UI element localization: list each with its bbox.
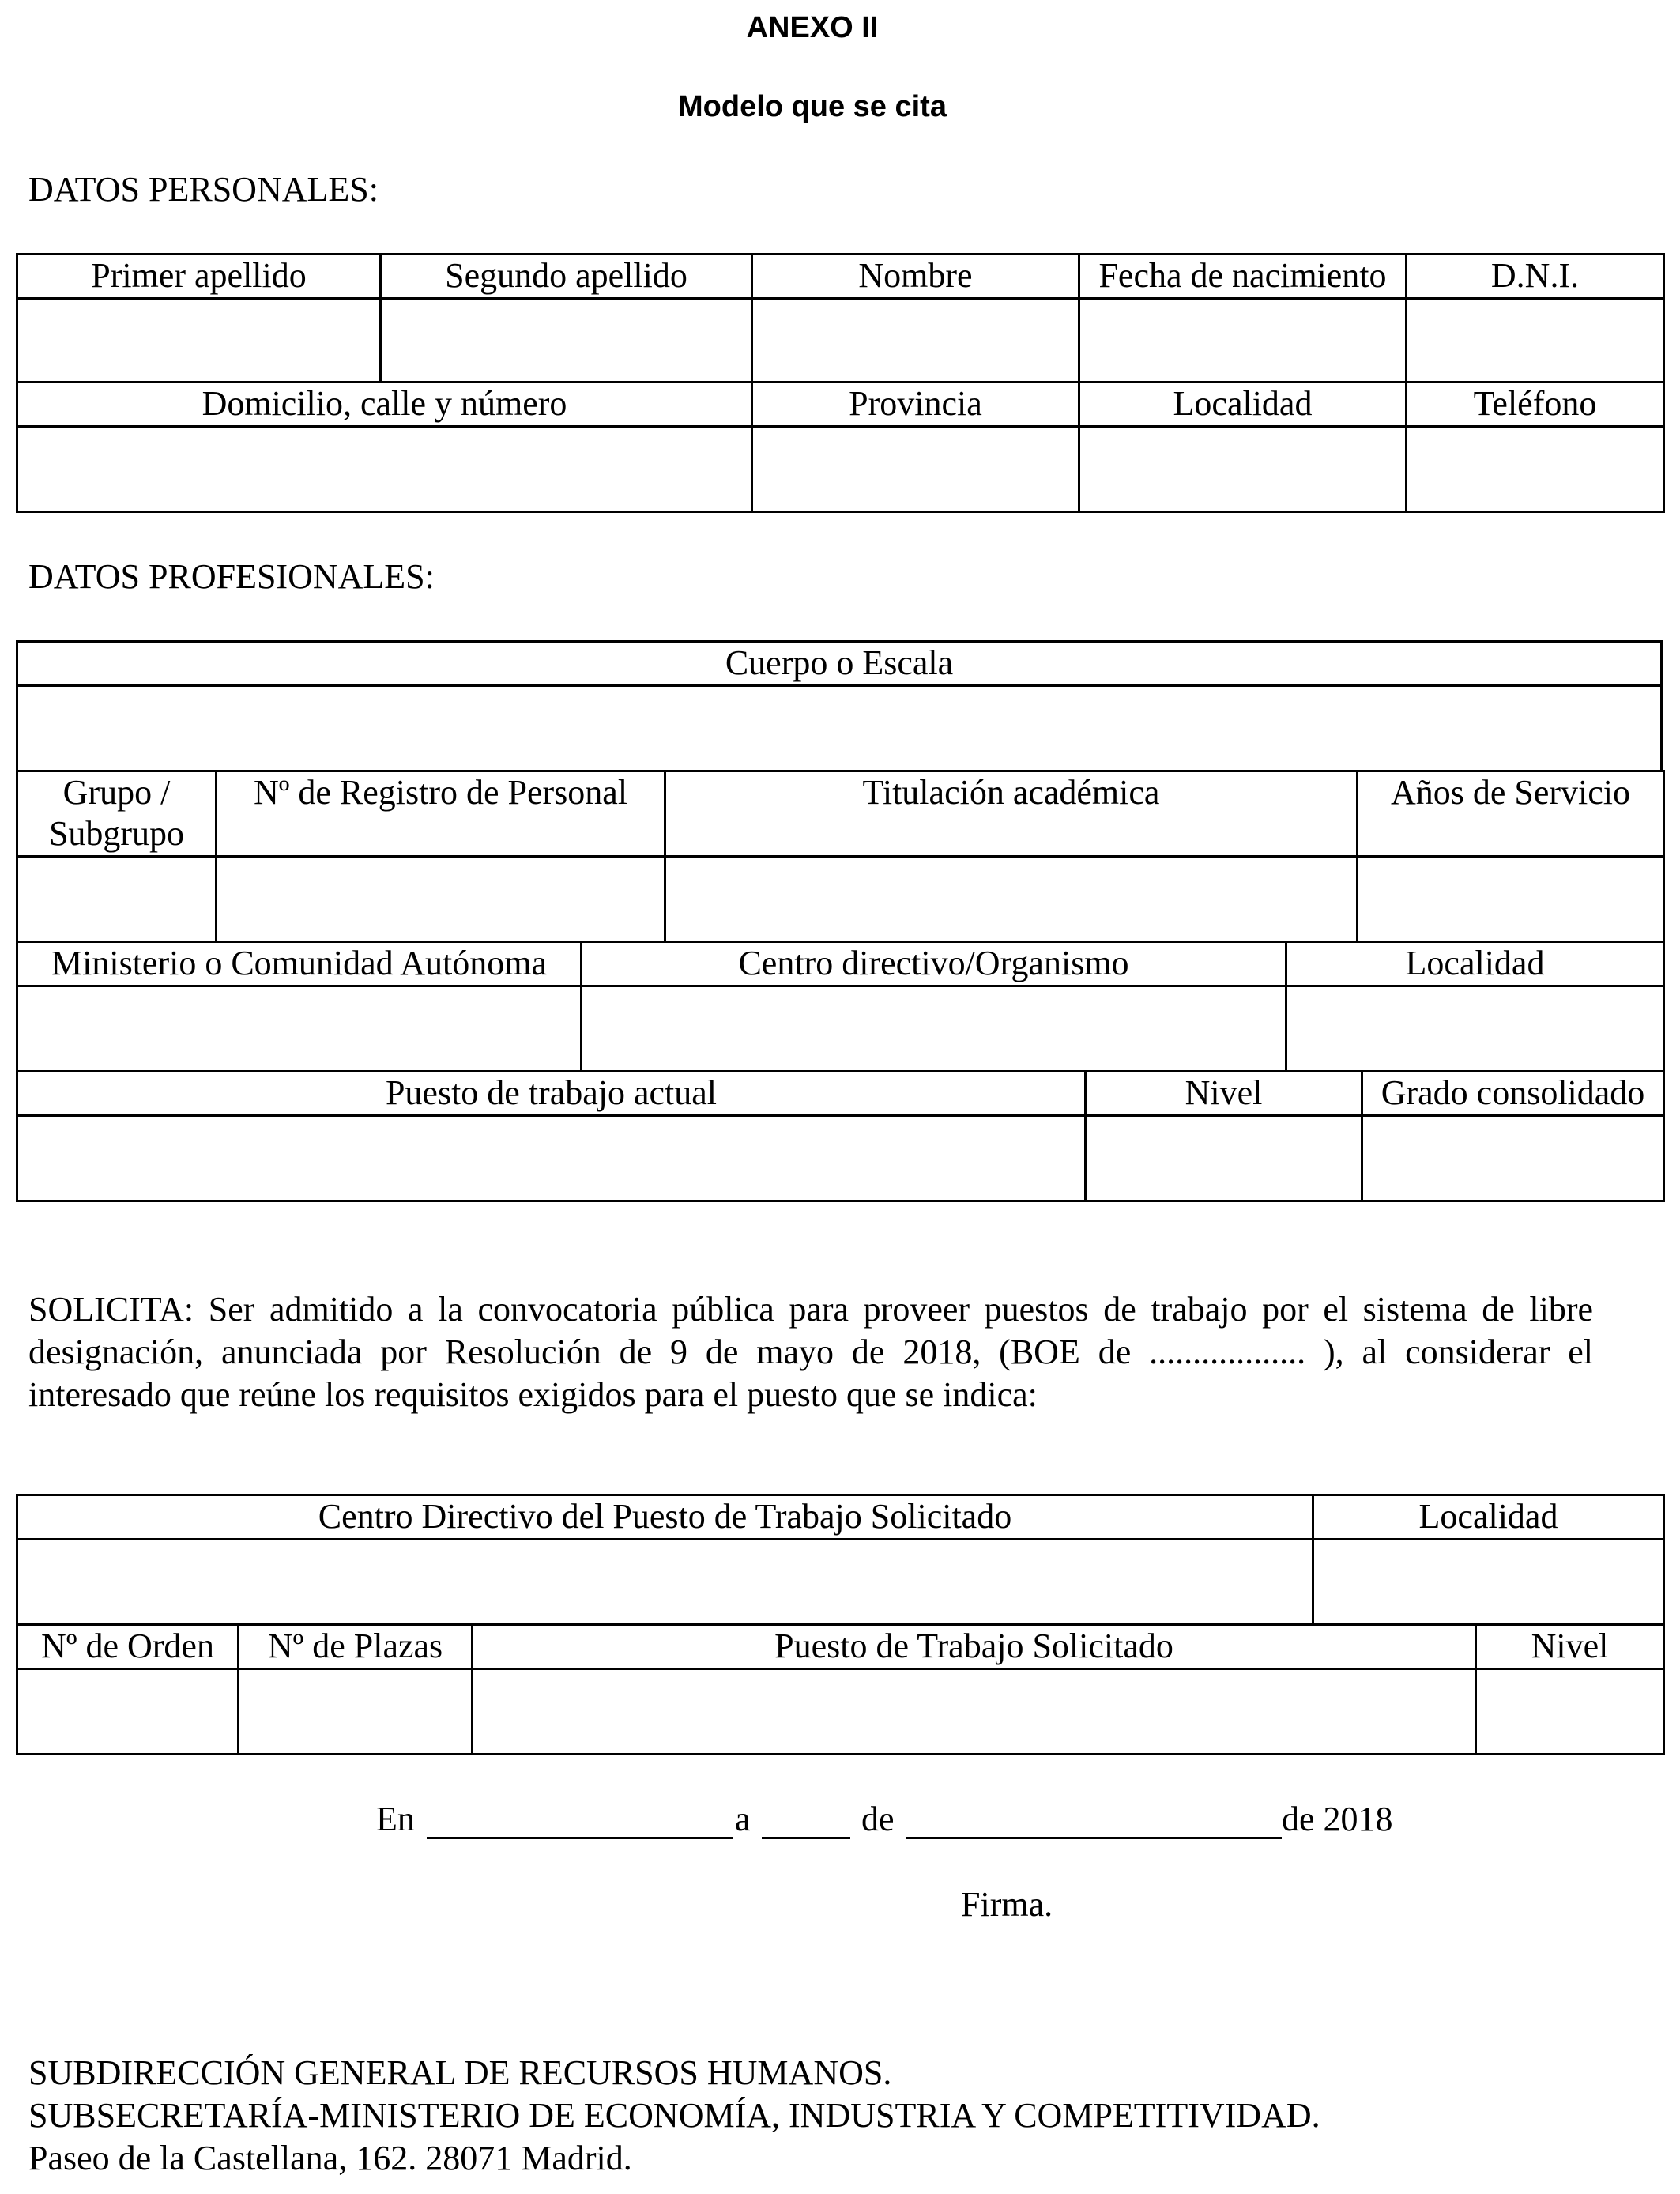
header-nivel: Nivel: [1086, 1072, 1362, 1116]
field-numero-orden[interactable]: [17, 1669, 239, 1755]
professional-ministerio-table: [16, 941, 1665, 1072]
header-primer-apellido: Primer apellido: [17, 254, 381, 299]
requested-centro-table: [16, 1494, 1665, 1626]
header-anos-servicio: Años de Servicio: [1358, 771, 1664, 857]
field-localidad-solicitada[interactable]: [1313, 1540, 1664, 1625]
field-dni[interactable]: [1407, 299, 1664, 383]
header-ministerio: Ministerio o Comunidad Autónoma: [17, 942, 582, 986]
field-provincia[interactable]: [752, 427, 1079, 512]
field-nivel[interactable]: [1086, 1116, 1362, 1201]
field-puesto-actual[interactable]: [17, 1116, 1086, 1201]
header-localidad: Localidad: [1079, 383, 1407, 427]
header-nivel-solicitado: Nivel: [1476, 1625, 1664, 1669]
field-primer-apellido[interactable]: [17, 299, 381, 383]
field-grupo-subgrupo[interactable]: [17, 857, 217, 942]
professional-puesto-table: [16, 1070, 1665, 1202]
header-nombre: Nombre: [752, 254, 1079, 299]
signature-month-line[interactable]: [906, 1837, 1282, 1839]
header-segundo-apellido: Segundo apellido: [381, 254, 752, 299]
field-fecha-nacimiento[interactable]: [1079, 299, 1407, 383]
personal-data-table: [16, 253, 1665, 513]
field-titulacion[interactable]: [665, 857, 1358, 942]
header-localidad-solicitada: Localidad: [1313, 1495, 1664, 1540]
header-numero-plazas: Nº de Plazas: [239, 1625, 473, 1669]
header-cuerpo-escala: Cuerpo o Escala: [17, 642, 1662, 686]
field-anos-servicio[interactable]: [1358, 857, 1664, 942]
firma-label: Firma.: [961, 1885, 1053, 1924]
annex-subtitle: Modelo que se cita: [678, 90, 947, 123]
field-localidad-profesional[interactable]: [1286, 986, 1664, 1072]
signature-day-line[interactable]: [762, 1837, 850, 1839]
field-localidad[interactable]: [1079, 427, 1407, 512]
field-puesto-solicitado[interactable]: [473, 1669, 1476, 1755]
header-numero-orden: Nº de Orden: [17, 1625, 239, 1669]
professional-grupo-table: [16, 770, 1665, 943]
header-puesto-actual: Puesto de trabajo actual: [17, 1072, 1086, 1116]
field-centro-solicitado[interactable]: [17, 1540, 1313, 1625]
footer-line-subdireccion: SUBDIRECCIÓN GENERAL DE RECURSOS HUMANOS.: [28, 2053, 892, 2092]
header-puesto-solicitado: Puesto de Trabajo Solicitado: [473, 1625, 1476, 1669]
signature-de-label: de: [861, 1800, 895, 1838]
field-domicilio[interactable]: [17, 427, 752, 512]
signature-place-line[interactable]: [427, 1837, 733, 1839]
header-grupo-subgrupo: Grupo / Subgrupo: [17, 771, 217, 857]
signature-en-label: En: [376, 1800, 415, 1838]
field-centro-directivo[interactable]: [582, 986, 1286, 1072]
annex-title: ANEXO II: [746, 11, 879, 44]
header-fecha-nacimiento: Fecha de nacimiento: [1079, 254, 1407, 299]
header-centro-directivo: Centro directivo/Organismo: [582, 942, 1286, 986]
solicita-paragraph: SOLICITA: Ser admitido a la convocatoria pública para proveer puestos de trabajo por el sistema de libre designación, anunciada por Resolución de 9 de mayo de 2018, (BOE de .................. ), al considerar el interesado que reúne los requisitos exigidos para el puesto que se indica:: [28, 1290, 1593, 1414]
header-localidad-profesional: Localidad: [1286, 942, 1664, 986]
field-cuerpo-escala[interactable]: [17, 686, 1662, 771]
header-dni: D.N.I.: [1407, 254, 1664, 299]
footer-address: [28, 2052, 1320, 2180]
footer-line-subsecretaria: SUBSECRETARÍA-MINISTERIO DE ECONOMÍA, INDUSTRIA Y COMPETITIVIDAD.: [28, 2096, 1320, 2135]
signature-year-label: de 2018: [1282, 1800, 1393, 1838]
footer-line-direccion: Paseo de la Castellana, 162. 28071 Madrid.: [28, 2139, 632, 2177]
header-grado-consolidado: Grado consolidado: [1362, 1072, 1664, 1116]
field-numero-plazas[interactable]: [239, 1669, 473, 1755]
header-domicilio: Domicilio, calle y número: [17, 383, 752, 427]
professional-cuerpo-table: [16, 640, 1663, 772]
header-telefono: Teléfono: [1407, 383, 1664, 427]
field-segundo-apellido[interactable]: [381, 299, 752, 383]
field-telefono[interactable]: [1407, 427, 1664, 512]
field-ministerio[interactable]: [17, 986, 582, 1072]
header-centro-solicitado: Centro Directivo del Puesto de Trabajo Solicitado: [17, 1495, 1313, 1540]
field-registro-personal[interactable]: [217, 857, 665, 942]
header-titulacion: Titulación académica: [665, 771, 1358, 857]
header-provincia: Provincia: [752, 383, 1079, 427]
field-grado-consolidado[interactable]: [1362, 1116, 1664, 1201]
field-nombre[interactable]: [752, 299, 1079, 383]
header-registro-personal: Nº de Registro de Personal: [217, 771, 665, 857]
signature-a-label: a: [735, 1800, 751, 1838]
field-nivel-solicitado[interactable]: [1476, 1669, 1664, 1755]
personal-section-label: DATOS PERSONALES:: [28, 170, 379, 209]
requested-puesto-table: [16, 1623, 1665, 1755]
professional-section-label: DATOS PROFESIONALES:: [28, 557, 435, 596]
